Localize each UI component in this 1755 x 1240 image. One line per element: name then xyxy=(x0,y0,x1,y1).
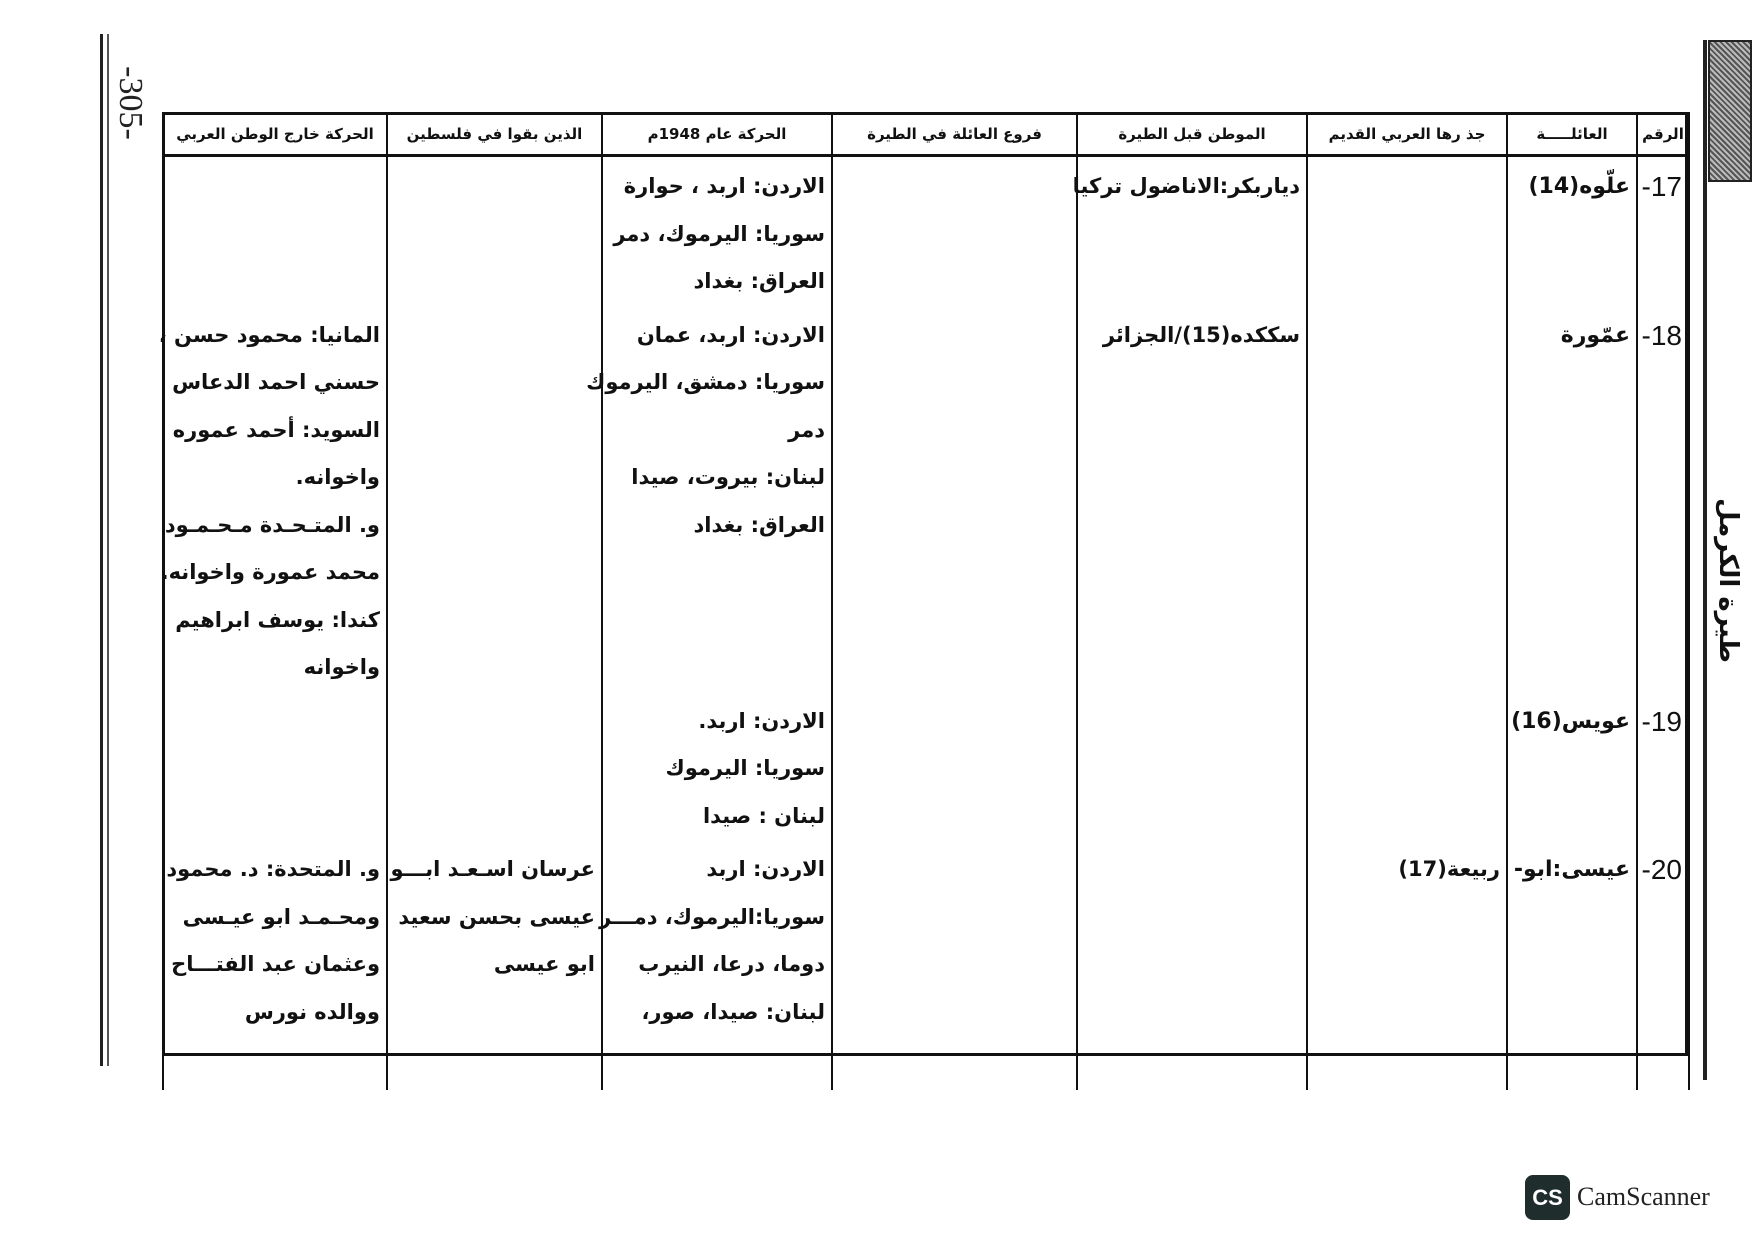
cell-line: واخوانه xyxy=(303,655,380,679)
cell-line: الاردن: اربد xyxy=(706,857,825,881)
cell-text: عمّورة xyxy=(1560,322,1630,348)
table-frame xyxy=(158,112,1688,1056)
cell-line: واخوانه. xyxy=(295,465,380,489)
cell-line: لبنان: صيدا، صور، xyxy=(641,999,825,1024)
cell-line: سوريا: دمشق، اليرموك xyxy=(586,370,825,394)
cell-line: الاردن: اربد. xyxy=(698,708,825,733)
header-number: الرقم xyxy=(1637,113,1689,156)
chapter-tab-title: طيرة الكرمل xyxy=(1713,497,1743,663)
camscanner-logo-icon: CS xyxy=(1525,1175,1570,1220)
cell-line: السويد: أحمد عموره xyxy=(172,417,380,442)
cell-line: عيسى بحسن سعيد xyxy=(398,904,595,929)
left-border-line-inner xyxy=(107,34,109,1066)
cell-line: ووالده نورس xyxy=(244,999,380,1024)
header-movement-1948: الحركة عام 1948م xyxy=(602,113,832,156)
cell-line: الاردن: اربد، عمان xyxy=(636,322,825,347)
cell-line: المانيا: محمود حسن ، xyxy=(158,322,380,347)
header-abroad: الحركة خارج الوطن العربي xyxy=(163,113,387,156)
filler-cell xyxy=(602,1084,832,1090)
cell-text: عويس(16) xyxy=(1511,708,1630,734)
cell-text: دياربكر:الاناضول تركيا xyxy=(1072,174,1300,198)
cell-text: 17- xyxy=(1641,171,1682,202)
left-border-line xyxy=(100,34,103,1066)
table-filler-row xyxy=(163,1084,1689,1090)
cell-text: عيسى:ابو- xyxy=(1513,857,1630,882)
cell-line: دوما، درعا، النيرب xyxy=(638,952,825,976)
page-number: -305- xyxy=(112,66,149,140)
header-root: جذ رها العربي القديم xyxy=(1307,113,1507,156)
cell-text: ربيعة(17) xyxy=(1398,857,1500,881)
header-branches: فروع العائلة في الطيرة xyxy=(832,113,1077,156)
cell-line: ومحـمـد ابو عيـسى xyxy=(182,904,380,929)
cell-text: 18- xyxy=(1641,319,1682,351)
cell-line: كندا: يوسف ابراهيم xyxy=(175,607,380,632)
cell-line: الاردن: اربد ، حوارة xyxy=(623,174,825,198)
cell-line: و. المتـحـدة مـحـمـود xyxy=(164,512,380,537)
filler-cell xyxy=(1307,1084,1507,1090)
cell-line: حسني احمد الدعاس xyxy=(172,370,380,394)
cell-text: علّوه(14) xyxy=(1528,174,1630,199)
cell-line: محمد عمورة واخوانه. xyxy=(160,560,380,584)
cell-line: عرسان اسـعـد ابـــو xyxy=(390,857,595,881)
header-family: العائلـــــة xyxy=(1507,113,1637,156)
filler-cell xyxy=(1507,1084,1637,1090)
cell-text: 19- xyxy=(1641,705,1682,737)
header-stayed-palestine: الذين بقوا في فلسطين xyxy=(387,113,602,156)
cell-text: 20- xyxy=(1641,854,1682,885)
cell-line: و. المتحدة: د. محمود xyxy=(166,857,380,881)
filler-cell xyxy=(163,1084,387,1090)
filler-cell xyxy=(832,1084,1077,1090)
cell-line: وعثمان عبد الفتـــاح xyxy=(171,952,380,976)
cell-line: لبنان: بيروت، صيدا xyxy=(631,465,825,489)
camscanner-label: CamScanner xyxy=(1577,1182,1710,1211)
header-origin: الموطن قبل الطيرة xyxy=(1077,113,1307,156)
cell-text: سككده(15)/الجزائر xyxy=(1102,322,1300,347)
cell-line: العراق: بغداد xyxy=(693,512,825,537)
cell-line: سوريا:اليرموك، دمـــر xyxy=(599,904,825,929)
cell-line: سوريا: اليرموك، دمر xyxy=(613,221,825,246)
chapter-tab-pattern xyxy=(1708,40,1752,182)
cell-line: سوريا: اليرموك xyxy=(665,756,825,780)
right-border-line xyxy=(1703,40,1707,1080)
cell-line: العراق: بغداد xyxy=(693,269,825,293)
cell-line: دمر xyxy=(788,417,825,442)
filler-cell xyxy=(1077,1084,1307,1090)
cell-line: لبنان : صيدا xyxy=(702,803,825,828)
cell-line: ابو عيسى xyxy=(493,952,595,976)
filler-cell xyxy=(387,1084,602,1090)
filler-cell xyxy=(1637,1084,1689,1090)
